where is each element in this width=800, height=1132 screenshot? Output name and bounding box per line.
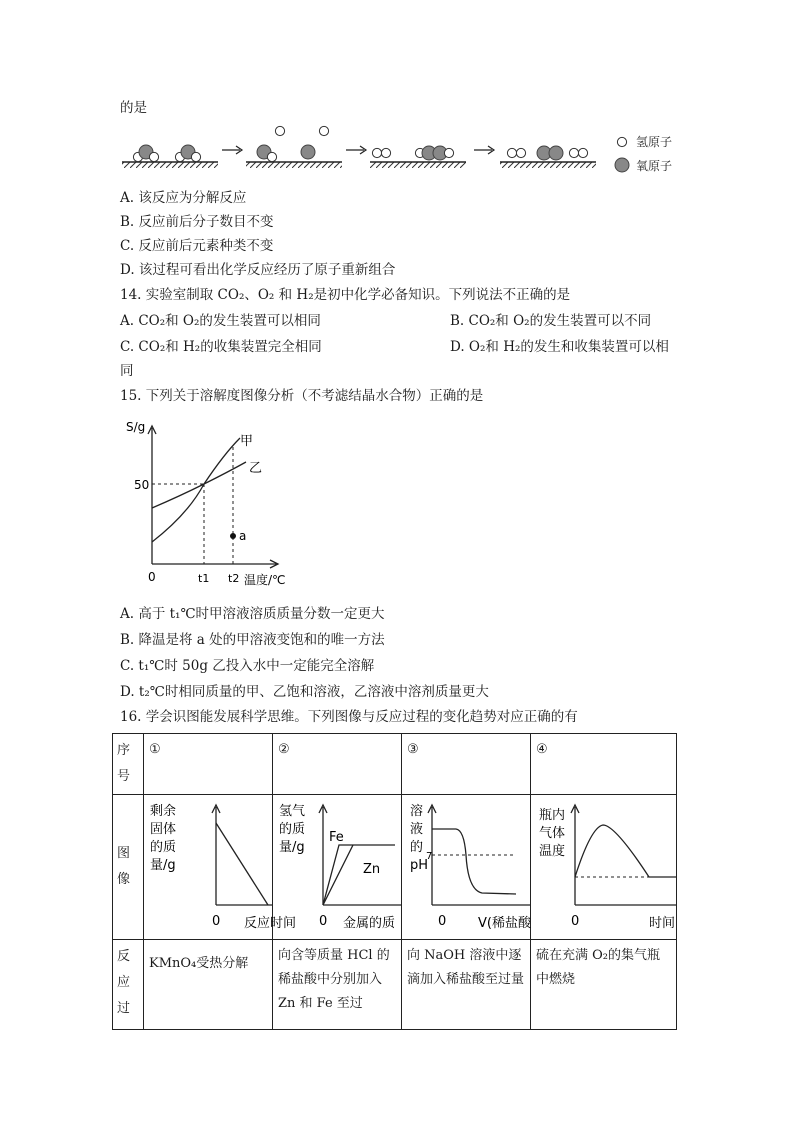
t2-label: t2 xyxy=(228,572,240,585)
row-label-image: 图像 xyxy=(113,795,144,940)
graph-2 xyxy=(273,795,401,935)
graph-1-line xyxy=(216,823,268,905)
svg-text:气体: 气体 xyxy=(539,826,566,841)
svg-text:固体: 固体 xyxy=(150,822,177,837)
svg-text:Fe: Fe xyxy=(329,830,344,845)
diagram-stage-4 xyxy=(500,146,596,168)
curve-jia-label: 甲 xyxy=(240,434,254,449)
q15-option-d: D. t₂℃时相同质量的甲、乙饱和溶液，乙溶液中溶剂质量更大 xyxy=(120,684,489,700)
svg-text:温度: 温度 xyxy=(539,844,566,859)
arrow-3 xyxy=(474,146,494,154)
svg-text:0: 0 xyxy=(571,914,580,929)
svg-text:pH: pH xyxy=(410,858,429,873)
y-mark-50: 50 xyxy=(134,478,150,492)
process-4: 硫在充满 O₂的集气瓶中燃烧 xyxy=(536,948,661,987)
q14-option-b: B. CO₂和 O₂的发生装置可以不同 xyxy=(450,313,652,329)
curve-yi xyxy=(152,462,246,508)
svg-text:7: 7 xyxy=(426,851,433,862)
svg-text:氢气: 氢气 xyxy=(279,804,306,819)
graph-4-curve xyxy=(575,825,676,877)
svg-text:瓶内: 瓶内 xyxy=(539,808,566,823)
svg-text:溶: 溶 xyxy=(410,804,424,819)
graph-cell-4 xyxy=(531,795,677,940)
svg-text:量/g: 量/g xyxy=(279,840,305,855)
legend xyxy=(615,135,672,173)
row-label-process: 反应过 xyxy=(113,940,144,1030)
solubility-graph xyxy=(118,414,308,594)
svg-text:时间: 时间 xyxy=(649,916,676,931)
point-a xyxy=(230,533,236,539)
svg-text:V(稀盐酸: V(稀盐酸 xyxy=(478,916,531,931)
diagram-stage-1 xyxy=(122,145,218,168)
svg-text:0: 0 xyxy=(319,914,328,929)
svg-text:剩余: 剩余 xyxy=(150,804,177,819)
q16-table xyxy=(112,733,677,1030)
legend-oxygen: 氧原子 xyxy=(636,159,673,173)
svg-text:0: 0 xyxy=(438,914,447,929)
q14-stem: 14. 实验室制取 CO₂、O₂ 和 H₂是初中化学必备知识。下列说法不正确的是 xyxy=(120,287,571,303)
graph-2-zn xyxy=(323,845,353,905)
q14-option-d: D. O₂和 H₂的发生和收集装置可以相 xyxy=(450,339,669,355)
process-3: 向 NaOH 溶液中逐滴加入稀盐酸至过量 xyxy=(407,948,525,987)
q14-option-c: C. CO₂和 H₂的收集装置完全相同 xyxy=(120,339,322,355)
q16-stem: 16. 学会识图能发展科学思维。下列图像与反应过程的变化趋势对应正确的有 xyxy=(120,709,578,725)
arrow-1 xyxy=(222,146,242,154)
q13-option-c: C. 反应前后元素种类不变 xyxy=(120,238,274,254)
row-label-index: 序号 xyxy=(113,734,144,795)
svg-text:反应时间: 反应时间 xyxy=(244,916,297,931)
legend-hydrogen: 氢原子 xyxy=(636,135,673,149)
graph-2-fe xyxy=(323,845,395,905)
graph-cell-3 xyxy=(402,795,531,940)
graph-3 xyxy=(402,795,530,935)
q15-stem: 15. 下列关于溶解度图像分析（不考滤结晶水合物）正确的是 xyxy=(120,388,484,404)
svg-text:量/g: 量/g xyxy=(150,858,176,873)
diagram-stage-3 xyxy=(370,146,466,168)
q13-option-d: D. 该过程可看出化学反应经历了原子重新组合 xyxy=(120,262,396,278)
num-1: ① xyxy=(149,742,161,757)
q15-option-a: A. 高于 t₁℃时甲溶液溶质质量分数一定更大 xyxy=(120,606,385,622)
graph-cell-2 xyxy=(273,795,402,940)
y-axis-label: S/g xyxy=(126,420,146,434)
t1-label: t1 xyxy=(198,572,210,585)
oxygen-atom-icon xyxy=(615,158,629,172)
svg-text:的质: 的质 xyxy=(279,822,306,837)
process-1: KMnO₄受热分解 xyxy=(149,956,249,971)
q14-option-d-wrap: 同 xyxy=(120,363,134,379)
q13-option-b: B. 反应前后分子数目不变 xyxy=(120,214,274,230)
svg-text:液: 液 xyxy=(410,822,424,837)
arrow-2 xyxy=(346,146,366,154)
svg-text:0: 0 xyxy=(212,914,221,929)
curve-yi-label: 乙 xyxy=(249,461,263,476)
q14-option-a: A. CO₂和 O₂的发生装置可以相同 xyxy=(120,313,321,329)
graph-4 xyxy=(531,795,676,935)
svg-text:金属的质: 金属的质 xyxy=(343,916,396,931)
curve-jia xyxy=(152,438,240,542)
svg-text:的: 的 xyxy=(410,840,424,855)
svg-text:Zn: Zn xyxy=(363,862,381,877)
graph-3-curve xyxy=(432,829,516,894)
num-4: ④ xyxy=(536,742,548,757)
hydrogen-atom-icon xyxy=(617,137,626,146)
q15-option-c: C. t₁℃时 50g 乙投入水中一定能完全溶解 xyxy=(120,658,375,674)
num-3: ③ xyxy=(407,742,419,757)
q13-option-a: A. 该反应为分解反应 xyxy=(120,190,247,206)
q15-option-b: B. 降温是将 a 处的甲溶液变饱和的唯一方法 xyxy=(120,632,385,648)
question-13-stem-tail: 的是 xyxy=(120,100,147,116)
reaction-diagram xyxy=(118,120,698,180)
diagram-stage-2 xyxy=(246,126,342,168)
point-a-label: a xyxy=(239,529,247,543)
process-2: 向含等质量 HCl 的稀盐酸中分别加入 Zn 和 Fe 至过 xyxy=(278,948,390,1011)
num-2: ② xyxy=(278,742,290,757)
svg-text:的质: 的质 xyxy=(150,840,177,855)
origin-label: 0 xyxy=(148,570,156,584)
x-axis-label: 温度/℃ xyxy=(244,573,286,587)
